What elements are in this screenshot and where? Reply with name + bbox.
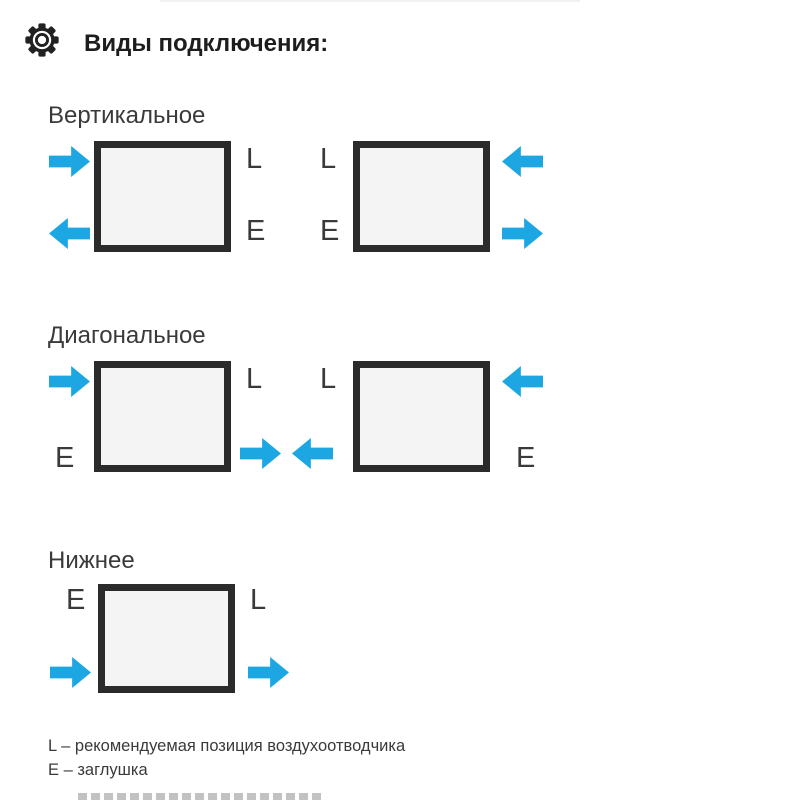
flow-in-arrow-icon — [49, 366, 90, 397]
plug-label: E — [55, 442, 75, 474]
flow-out-arrow-icon — [240, 438, 281, 469]
radiator-box — [353, 141, 490, 252]
radiator-box — [98, 584, 235, 693]
clipped-bottom-content — [78, 793, 324, 800]
air-vent-label: L — [320, 363, 337, 395]
legend-air-vent: L – рекомендуемая позиция воздухоотводчика — [48, 737, 406, 755]
air-vent-label: L — [320, 143, 337, 175]
clipped-top-content — [160, 0, 580, 2]
legend — [48, 735, 405, 783]
radiator-box — [94, 141, 231, 252]
gear-icon — [24, 22, 60, 58]
page-title: Виды подключения: — [84, 30, 329, 57]
plug-label: E — [516, 442, 536, 474]
section-title-vertical: Вертикальное — [48, 102, 206, 129]
flow-in-arrow-icon — [49, 146, 90, 177]
plug-label: E — [246, 215, 266, 247]
section-title-bottom: Нижнее — [48, 547, 135, 574]
flow-in-arrow-icon — [502, 146, 543, 177]
air-vent-label: L — [246, 363, 263, 395]
radiator-box — [94, 361, 231, 472]
air-vent-label: L — [250, 584, 267, 616]
legend-plug: E – заглушка — [48, 760, 148, 779]
flow-in-arrow-icon — [50, 657, 91, 688]
flow-out-arrow-icon — [502, 218, 543, 249]
flow-out-arrow-icon — [248, 657, 289, 688]
flow-in-arrow-icon — [502, 366, 543, 397]
radiator-box — [353, 361, 490, 472]
plug-label: E — [66, 584, 86, 616]
flow-out-arrow-icon — [49, 218, 90, 249]
air-vent-label: L — [246, 143, 263, 175]
section-title-diagonal: Диагональное — [48, 322, 206, 349]
plug-label: E — [320, 215, 340, 247]
flow-out-arrow-icon — [292, 438, 333, 469]
